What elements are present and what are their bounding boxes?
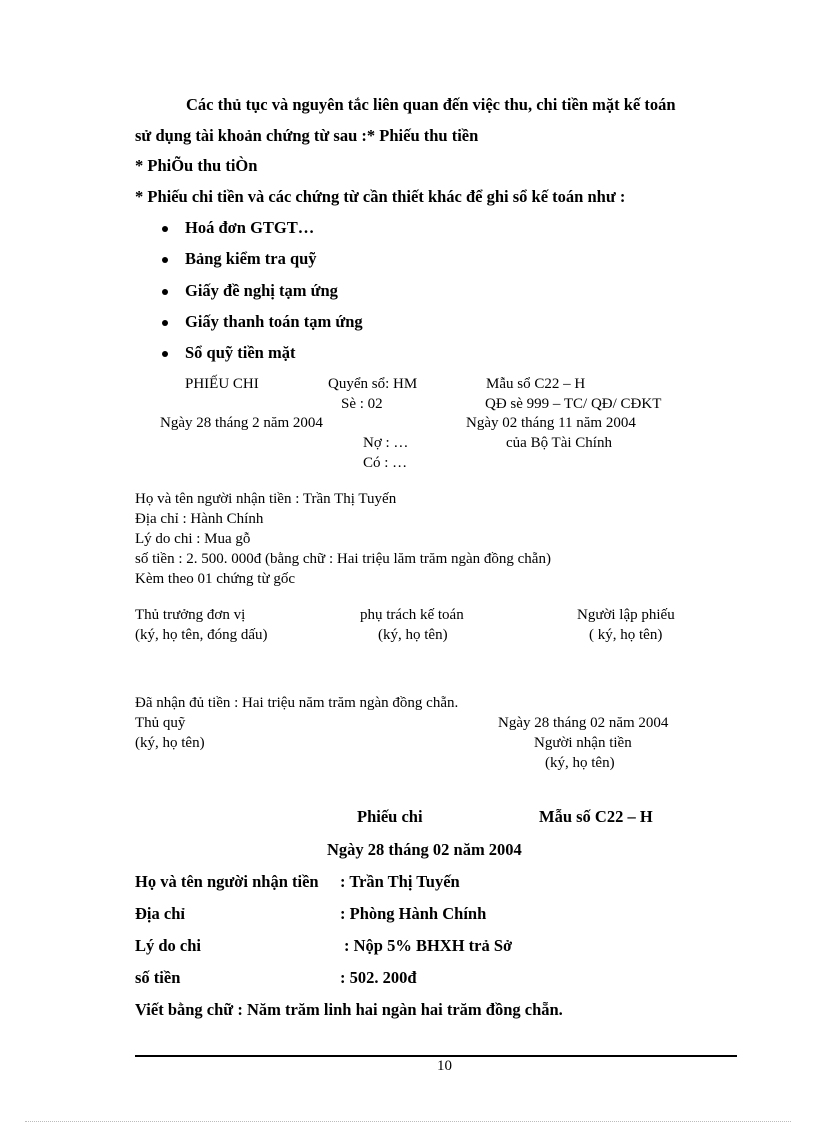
voucher2-recipient-label: Họ và tên người nhận tiền (135, 872, 319, 891)
voucher2-address-label: Địa chỉ (135, 904, 185, 923)
sig-maker-note: ( ký, họ tên) (589, 627, 663, 643)
voucher1-address: Địa chỉ : Hành Chính (135, 511, 264, 527)
intro-line-1: Các thủ tục và nguyên tắc liên quan đến việc thu, chi tiền mặt kế toán (186, 95, 676, 114)
voucher1-credit: Có : … (363, 455, 408, 471)
voucher2-in-words: Viết bằng chữ : Năm trăm linh hai ngàn hai trăm đồng chẵn. (135, 1000, 563, 1019)
list-item: Giấy đề nghị tạm ứng (185, 281, 338, 300)
voucher2-recipient-value: : Trần Thị Tuyến (340, 872, 460, 891)
list-item: Sổ quỹ tiền mặt (185, 343, 296, 362)
voucher1-issuer: của Bộ Tài Chính (506, 435, 612, 451)
voucher1-decision: QĐ sè 999 – TC/ QĐ/ CĐKT (485, 396, 662, 412)
bullet-dot-icon (162, 257, 168, 263)
voucher1-decision-date: Ngày 02 tháng 11 năm 2004 (466, 415, 636, 431)
bullet-dot-icon (162, 289, 168, 295)
voucher1-form: Mẫu sổ C22 – H (486, 376, 586, 392)
voucher1-debit: Nợ : … (363, 435, 409, 451)
sig-head-note: (ký, họ tên, đóng dấu) (135, 627, 268, 643)
voucher1-number: Sè : 02 (341, 396, 383, 412)
footer-rule (135, 1055, 737, 1057)
voucher1-title: PHIẾU CHI (185, 376, 259, 392)
page-edge-divider (25, 1121, 791, 1122)
voucher1-amount: số tiền : 2. 500. 000đ (bằng chữ : Hai triệu lăm trăm ngàn đồng chẵn) (135, 551, 551, 567)
list-item: Giấy thanh toán tạm ứng (185, 312, 363, 331)
sig-maker-title: Người lập phiếu (577, 607, 675, 623)
receiver-title: Người nhận tiền (534, 735, 632, 751)
voucher1-recipient: Họ và tên người nhận tiền : Trần Thị Tuyến (135, 491, 397, 507)
voucher2-amount-label: số tiền (135, 968, 181, 987)
voucher2-reason-label: Lý do chi (135, 936, 202, 955)
voucher2-amount-value: : 502. 200đ (340, 968, 417, 987)
list-item: Bảng kiểm tra quỹ (185, 249, 317, 268)
voucher2-date: Ngày 28 tháng 02 năm 2004 (327, 840, 522, 859)
sig-accountant-title: phụ trách kế toán (360, 607, 464, 623)
bullet-dot-icon (162, 351, 168, 357)
intro-line-2: sử dụng tài khoản chứng từ sau :* Phiếu thu tiền (135, 126, 479, 145)
voucher1-reason: Lý do chi : Mua gỗ (135, 531, 251, 547)
voucher2-form: Mẫu số C22 – H (539, 807, 653, 826)
voucher2-address-value: : Phòng Hành Chính (340, 904, 487, 923)
intro-line-3: * PhiÕu thu tiÒn (135, 156, 258, 175)
voucher1-book: Quyển sổ: HM (328, 376, 418, 392)
voucher2-reason-value: : Nộp 5% BHXH trả Sở (344, 936, 513, 955)
list-item: Hoá đơn GTGT… (185, 218, 315, 237)
page-number: 10 (437, 1058, 452, 1074)
voucher2-title: Phiếu chi (357, 807, 423, 826)
voucher1-date: Ngày 28 tháng 2 năm 2004 (160, 415, 323, 431)
intro-line-4: * Phiếu chi tiền và các chứng từ cần thiết khác để ghi sổ kế toán như : (135, 187, 626, 206)
receiver-note: (ký, họ tên) (545, 755, 615, 771)
cashier-note: (ký, họ tên) (135, 735, 205, 751)
sig-accountant-note: (ký, họ tên) (378, 627, 448, 643)
sig-head-title: Thủ trưởng đơn vị (135, 607, 246, 623)
voucher1-attached: Kèm theo 01 chứng từ gốc (135, 571, 295, 587)
cashier-title: Thủ quỹ (135, 715, 186, 731)
bullet-dot-icon (162, 320, 168, 326)
bullet-dot-icon (162, 226, 168, 232)
voucher1-received: Đã nhận đủ tiền : Hai triệu năm trăm ngàn đồng chẵn. (135, 695, 459, 711)
receipt-date: Ngày 28 tháng 02 năm 2004 (498, 715, 669, 731)
